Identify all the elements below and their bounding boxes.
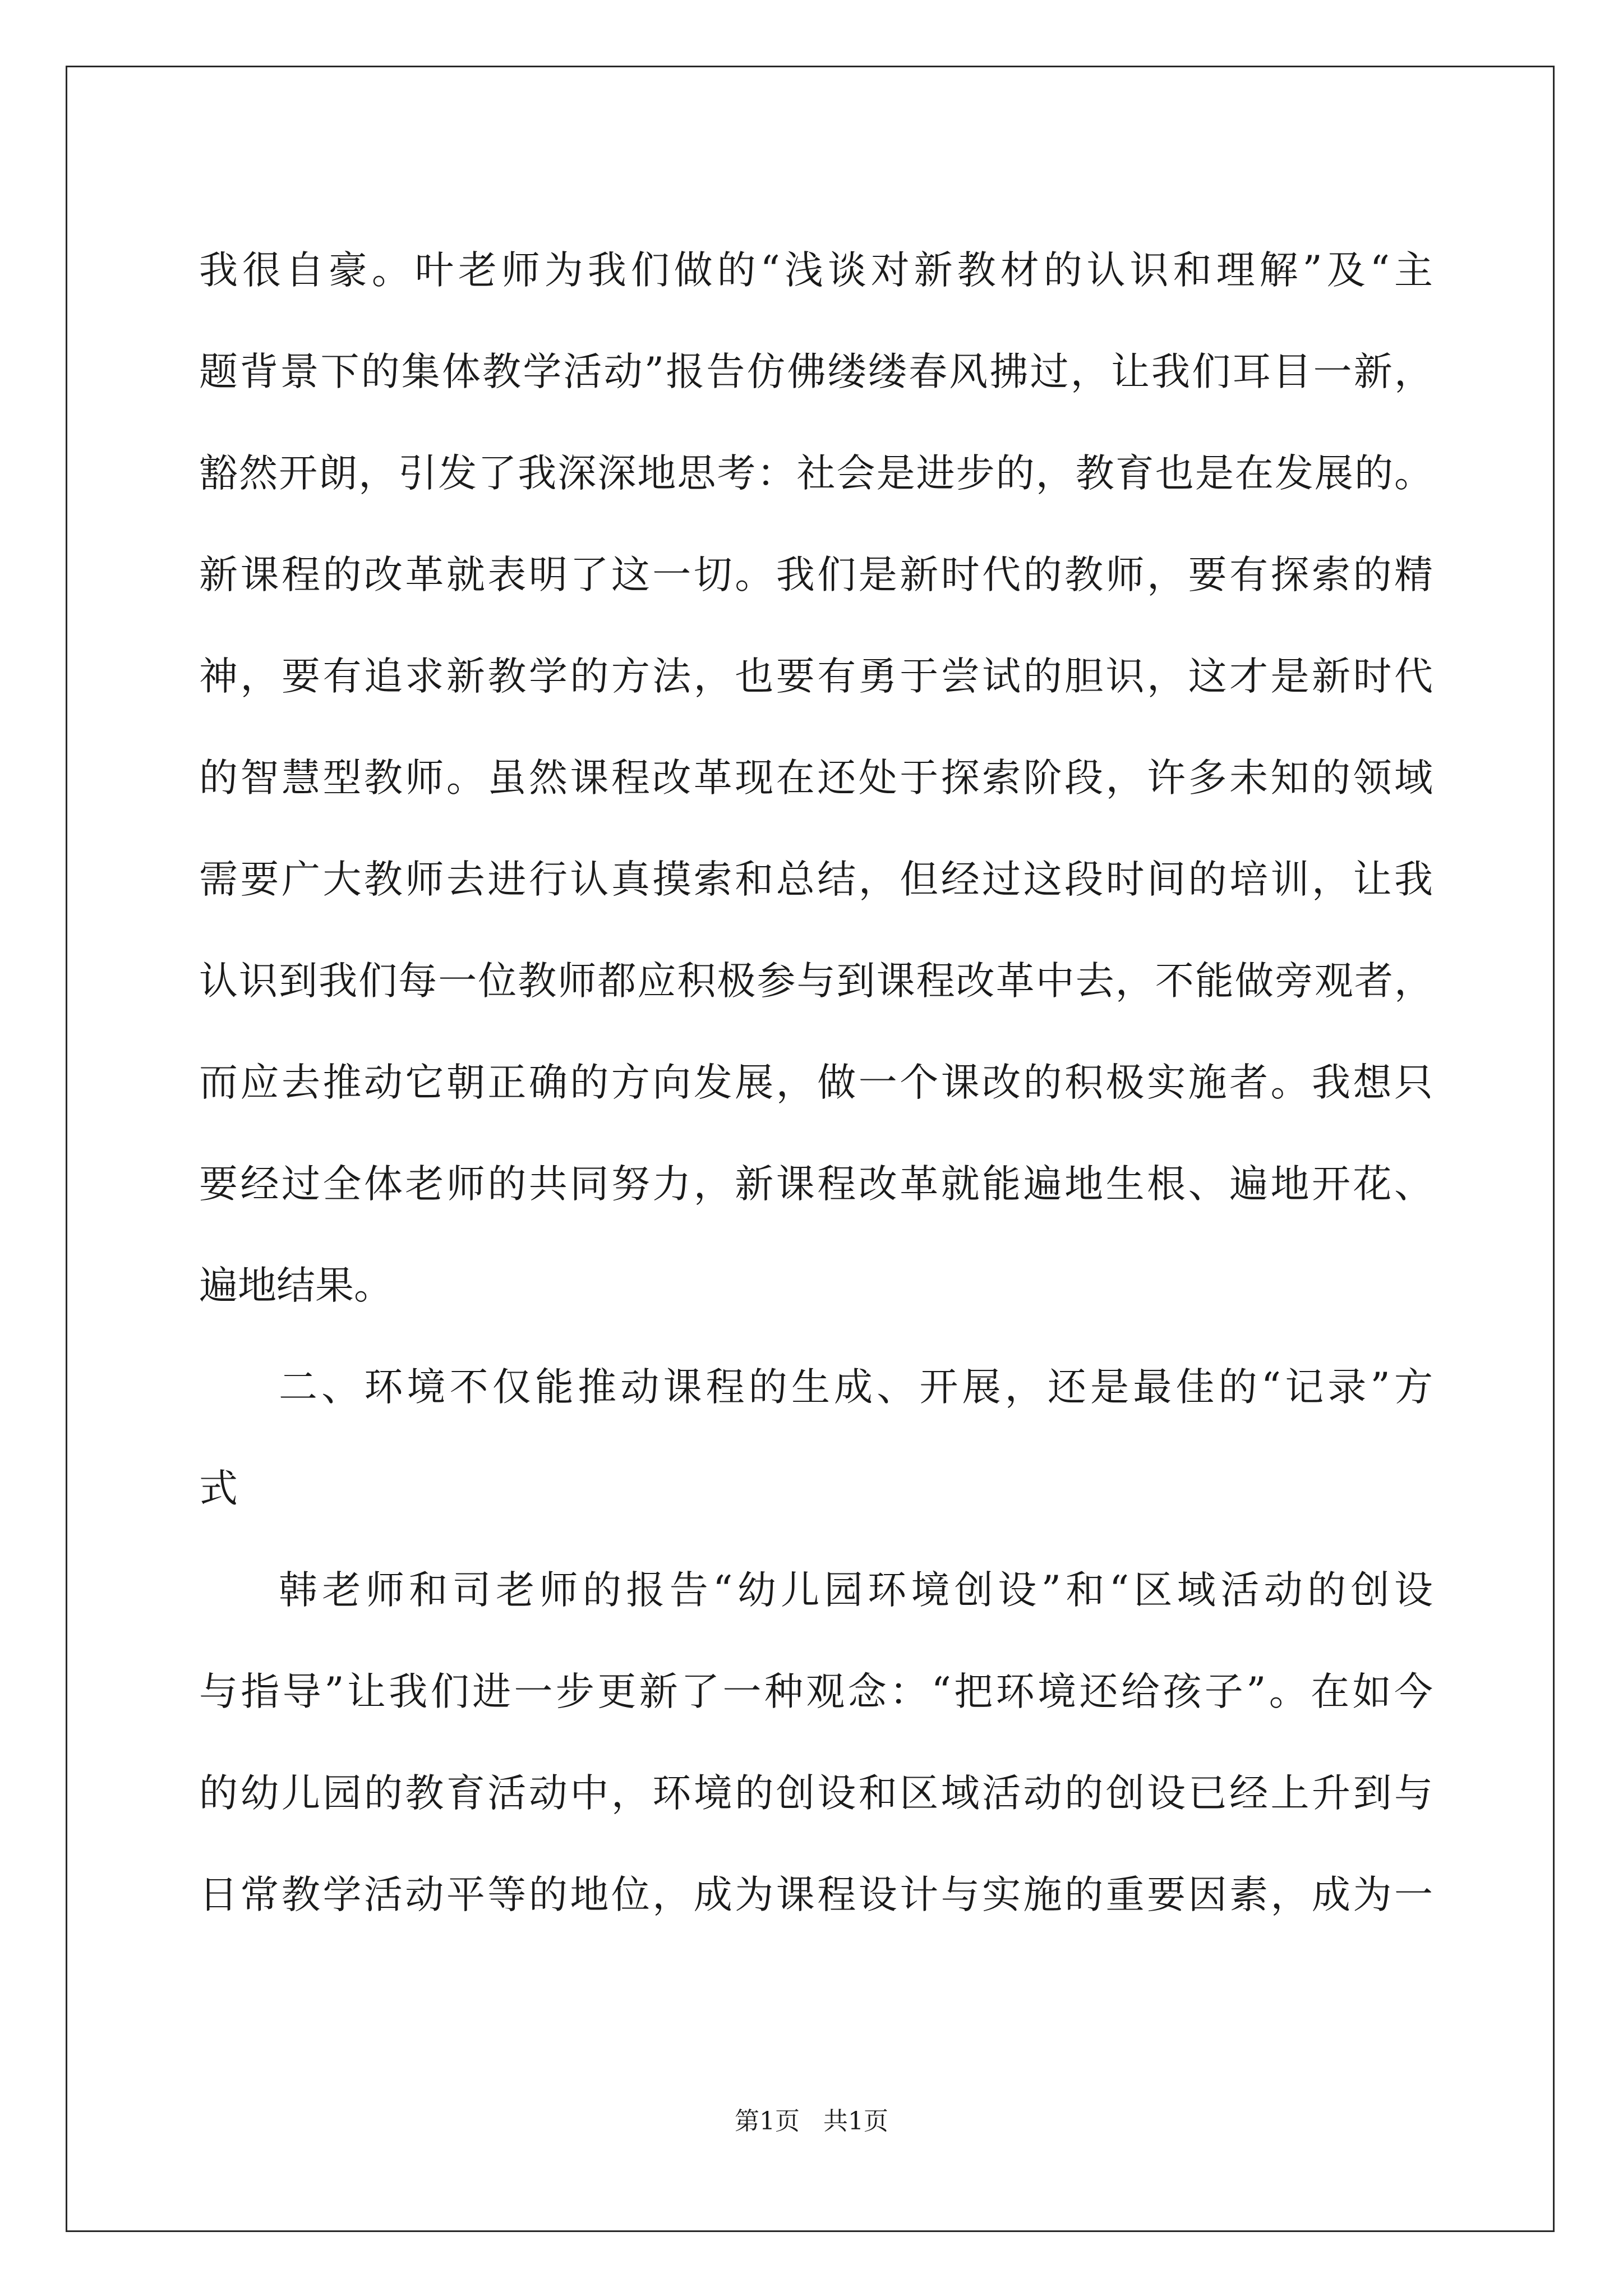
text-line: 韩老师和司老师的报告“幼儿园环境创设”和“区域活动的创设 [279, 1568, 1433, 1613]
text-line: 要经过全体老师的共同努力，新课程改革就能遍地生根、遍地开花、 [199, 1162, 1433, 1207]
text-line: 神，要有追求新教学的方法，也要有勇于尝试的胆识，这才是新时代 [199, 654, 1433, 699]
text-line: 认识到我们每一位教师都应积极参与到课程改革中去，不能做旁观者， [199, 959, 1433, 1004]
text-line: 而应去推动它朝正确的方向发展，做一个课改的积极实施者。我想只 [199, 1060, 1433, 1105]
text-line: 日常教学活动平等的地位，成为课程设计与实施的重要因素，成为一 [199, 1872, 1433, 1917]
page-number: 第1页 [735, 2107, 800, 2136]
section-heading-line: 式 [199, 1466, 238, 1511]
document-body [199, 220, 1433, 1946]
text-line: 遍地结果。 [199, 1263, 393, 1308]
text-line: 的智慧型教师。虽然课程改革现在还处于探索阶段，许多未知的领域 [199, 756, 1433, 800]
text-line: 与指导”让我们进一步更新了一种观念：“把环境还给孩子”。在如今 [199, 1669, 1433, 1714]
page-footer [0, 2105, 1623, 2138]
text-line: 我很自豪。叶老师为我们做的“浅谈对新教材的认识和理解”及“主 [199, 248, 1433, 293]
text-line: 题背景下的集体教学活动”报告仿佛缕缕春风拂过，让我们耳目一新， [199, 349, 1433, 394]
text-line: 的幼儿园的教育活动中，环境的创设和区域活动的创设已经上升到与 [199, 1771, 1433, 1816]
section-heading-line: 二、环境不仅能推动课程的生成、开展，还是最佳的“记录”方 [279, 1365, 1433, 1410]
page-total: 共1页 [823, 2107, 888, 2136]
text-line: 豁然开朗，引发了我深深地思考：社会是进步的，教育也是在发展的。 [199, 451, 1433, 496]
text-line: 新课程的改革就表明了这一切。我们是新时代的教师，要有探索的精 [199, 553, 1433, 597]
text-line: 需要广大教师去进行认真摸索和总结，但经过这段时间的培训，让我 [199, 857, 1433, 902]
